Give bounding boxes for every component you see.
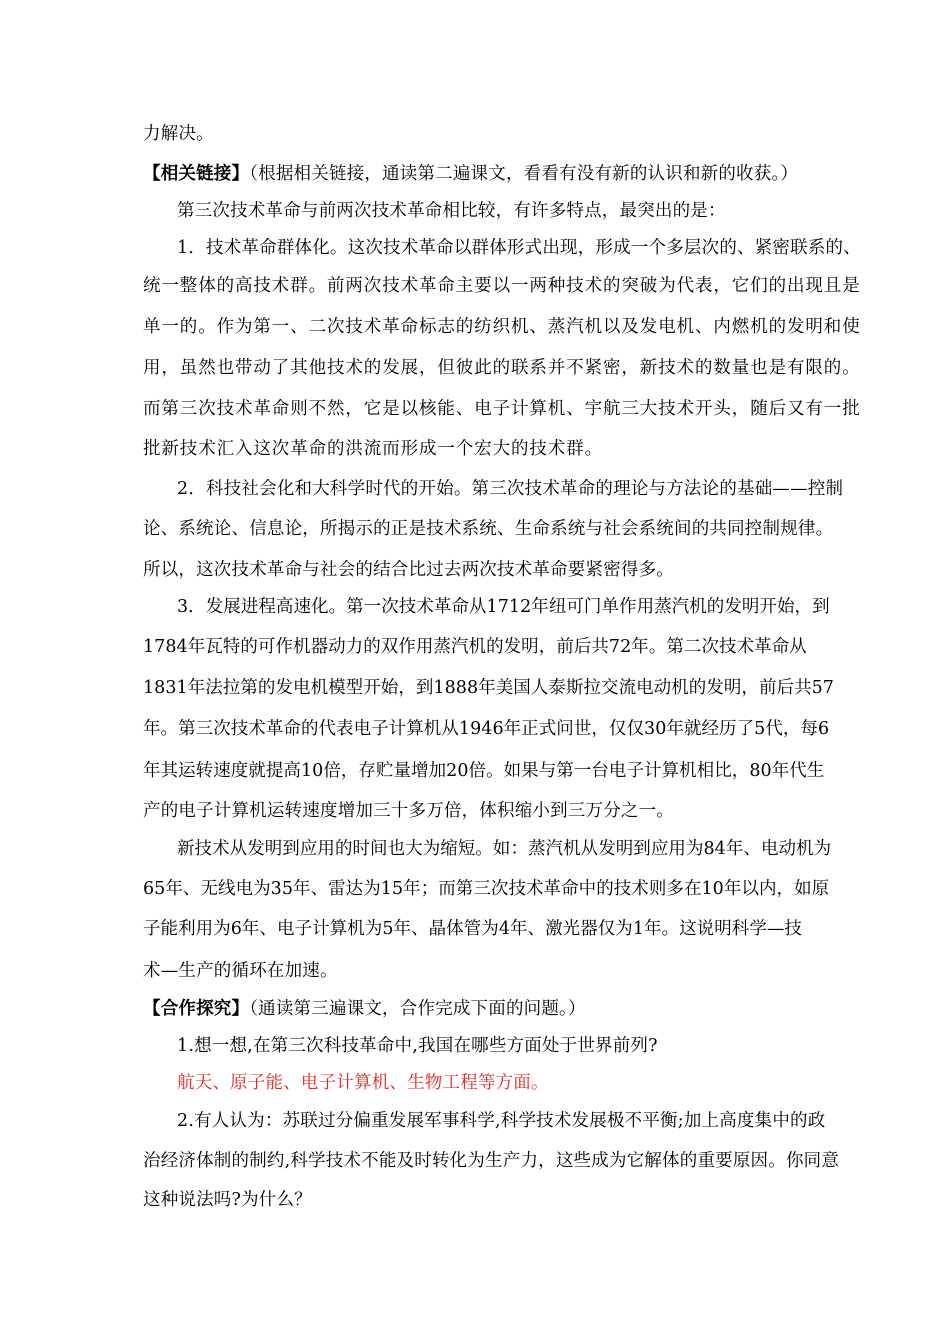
text-line: 1831年法拉第的发电机模型开始，到1888年美国人泰斯拉交流电动机的发明，前后共57 xyxy=(143,678,834,698)
text-line: 新技术从发明到应用的时间也大为缩短。如：蒸汽机从发明到应用为84年、电动机为 xyxy=(177,839,832,859)
text-line: 力解决。 xyxy=(143,124,214,144)
text-line: 单一的。作为第一、二次技术革命标志的纺织机、蒸汽机以及发电机、内燃机的发明和使 xyxy=(143,317,861,337)
text-line: 统一整体的高技术群。前两次技术革命主要以一两种技术的突破为代表，它们的出现且是 xyxy=(143,276,861,296)
question-2-continued: 这种说法吗?为什么？ xyxy=(143,1190,312,1210)
text-line: 所以，这次技术革命与社会的结合比过去两次技术革命要紧密得多。 xyxy=(143,560,674,580)
section-heading-cooperative-inquiry xyxy=(143,998,586,1020)
question-1: 1.想一想,在第三次科技革命中,我国在哪些方面处于世界前列? xyxy=(177,1036,658,1056)
text-line: 产的电子计算机运转速度增加三十多万倍，体积缩小到三万分之一。 xyxy=(143,801,674,821)
text-line: 用，虽然也带动了其他技术的发展，但彼此的联系并不紧密，新技术的数量也是有限的。 xyxy=(143,358,861,378)
heading-label: 【合作探究】 xyxy=(143,999,250,1019)
question-2: 2.有人认为：苏联过分偏重发展军事科学,科学技术发展极不平衡;加上高度集中的政 xyxy=(177,1111,826,1131)
heading-instruction: （根据相关链接，通读第二遍课文，看看有没有新的认识和新的收获。） xyxy=(249,164,799,184)
text-line: 子能利用为6年、电子计算机为5年、晶体管为4年、激光器仅为1年。这说明科学—技 xyxy=(143,919,802,939)
text-line: 批新技术汇入这次革命的洪流而形成一个宏大的技术群。 xyxy=(143,439,603,459)
text-line: 65年、无线电为35年、雷达为15年；而第三次技术革命中的技术则多在10年以内，如原 xyxy=(143,879,830,899)
text-line: 1784年瓦特的可作机器动力的双作用蒸汽机的发明，前后共72年。第二次技术革命从 xyxy=(143,637,807,657)
text-line: 3．发展进程高速化。第一次技术革命从1712年纽可门单作用蒸汽机的发明开始，到 xyxy=(177,597,830,617)
answer-1: 航天、原子能、电子计算机、生物工程等方面。 xyxy=(177,1073,549,1093)
text-line: 论、系统论、信息论，所揭示的正是技术系统、生命系统与社会系统间的共同控制规律。 xyxy=(143,519,834,539)
text-line: 年其运转速度就提高10倍，存贮量增加20倍。如果与第一台电子计算机相比，80年代生 xyxy=(143,761,825,781)
question-2-continued: 治经济体制的制约,科学技术不能及时转化为生产力，这些成为它解体的重要原因。你同意 xyxy=(143,1151,840,1171)
text-line: 而第三次技术革命则不然，它是以核能、电子计算机、宇航三大技术开头，随后又有一批 xyxy=(143,399,861,419)
text-line: 第三次技术革命与前两次技术革命相比较，有许多特点，最突出的是： xyxy=(177,201,726,221)
heading-instruction: （通读第三遍课文，合作完成下面的问题。） xyxy=(249,999,586,1019)
section-heading-related-links xyxy=(143,163,798,185)
text-line: 2．科技社会化和大科学时代的开始。第三次技术革命的理论与方法论的基础——控制 xyxy=(177,479,844,499)
text-line: 1．技术革命群体化。这次技术革命以群体形式出现，形成一个多层次的、紧密联系的、 xyxy=(177,238,861,258)
heading-label: 【相关链接】 xyxy=(143,164,250,184)
text-line: 术—生产的循环在加速。 xyxy=(143,961,338,981)
text-line: 年。第三次技术革命的代表电子计算机从1946年正式问世，仅仅30年就经历了5代，每6 xyxy=(143,719,830,739)
